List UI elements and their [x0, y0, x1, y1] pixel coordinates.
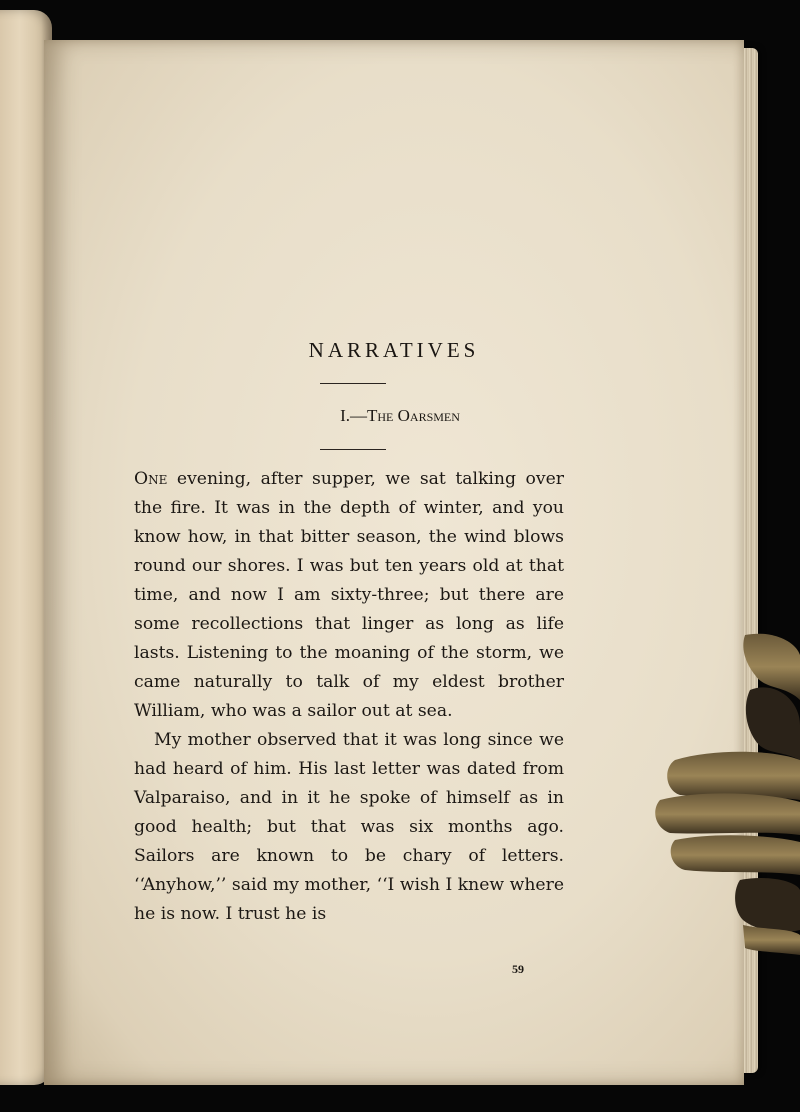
lead-word: One [134, 469, 168, 489]
chapter-title: I.—The Oarsmen [340, 406, 460, 425]
paragraph-2 [134, 726, 564, 929]
body-text [134, 465, 564, 929]
section-title: NARRATIVES [308, 338, 480, 362]
paragraph-text: My mother observed that it was long since we had heard of him. His last letter was dated from Valparaiso, and in it he spoke of himself as in good health; but that was six months ago. Sailors are known to be chary of letters. ‘‘Anyhow,’’ said my mother, ‘‘I wish I knew where he is now. I trust he is [134, 730, 564, 924]
chapter-divider [320, 449, 386, 450]
brass-page-weight-icon [655, 630, 800, 960]
paragraph-text: evening, after supper, we sat talking over the fire. It was in the depth of winter, and you know how, in that bitter season, the wind blows round our shores. I was but ten years old at that time, and now I am sixty-three; but there are some recollections that linger as long as life lasts. Listening to the moaning of the storm, we came naturally to talk of my eldest brother William, who was a sailor out at sea. [134, 469, 564, 721]
paragraph-1 [134, 465, 564, 726]
page-number: 59 [512, 962, 524, 976]
title-divider [320, 383, 386, 384]
book-page [44, 40, 744, 1085]
